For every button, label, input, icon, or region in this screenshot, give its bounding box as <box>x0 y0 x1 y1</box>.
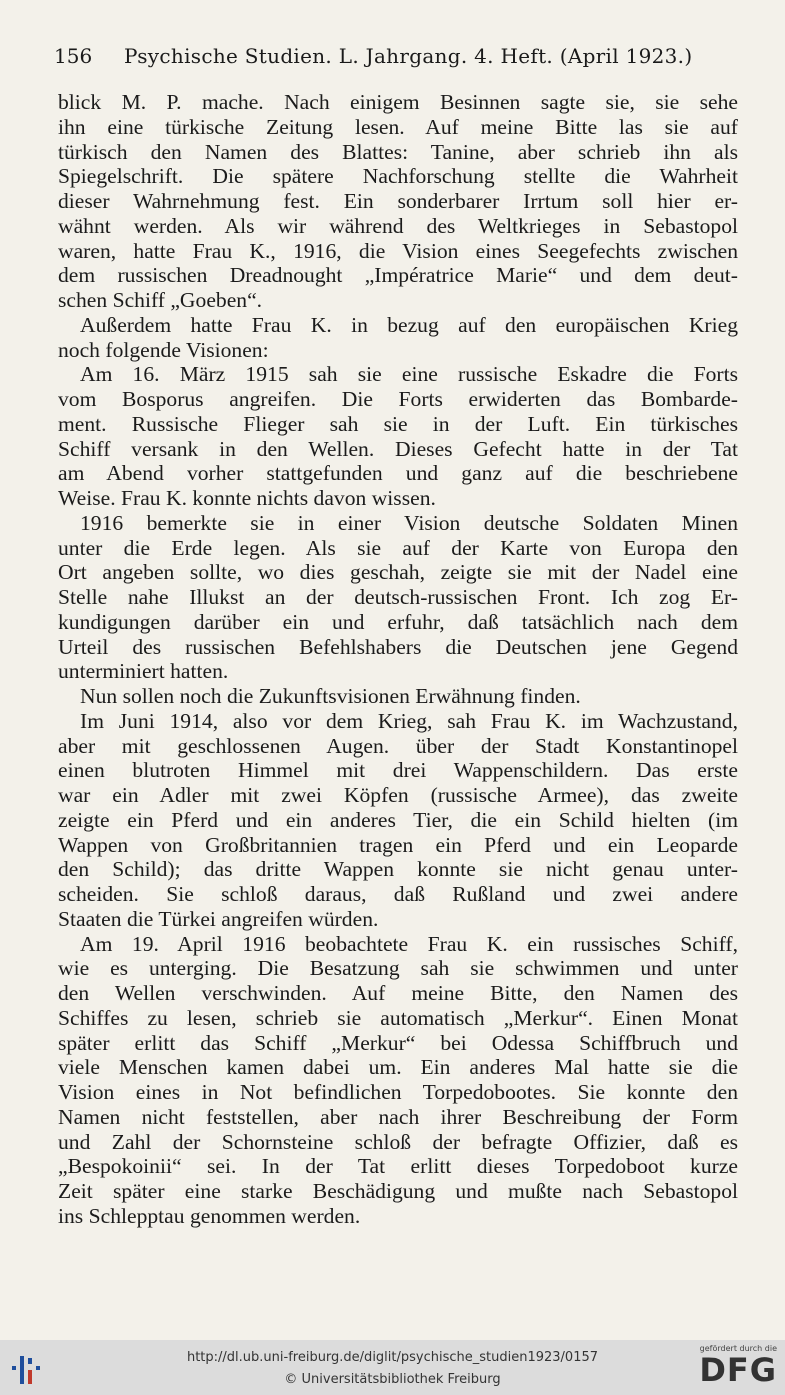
text-line: Weise. Frau K. konnte nichts davon wissen. <box>58 486 436 510</box>
text-line: wie es unterging. Die Besatzung sah sie schwimmen und unter <box>58 956 738 981</box>
text-line: einen blutroten Himmel mit drei Wappenschildern. Das erste <box>58 758 738 783</box>
text-line: 1916 bemerkte sie in einer Vision deutsche Soldaten Minen <box>80 510 738 535</box>
text-line: ins Schlepptau genommen werden. <box>58 1203 361 1228</box>
text-line: Zeit später eine starke Beschädigung und mußte nach Sebastopol <box>58 1179 738 1203</box>
text-line: blick M. P. mache. Nach einigem Besinnen sagte sie, sie sehe <box>58 90 738 114</box>
text-line: scheiden. Sie schloß daraus, daß Rußland und zwei andere <box>58 882 738 906</box>
text-line: Wappen von Großbritannien tragen ein Pferd und ein Leoparde <box>58 832 738 857</box>
text-line: Außerdem hatte Frau K. in bezug auf den europäischen Krieg <box>80 312 738 337</box>
text-line: dem russischen Dreadnought „Impératrice Marie“ und dem deut- <box>58 263 738 288</box>
text-line: den Wellen verschwinden. Auf meine Bitte, den Namen des <box>58 981 738 1005</box>
text-line: waren, hatte Frau K., 1916, die Vision eines Seegefechts zwischen <box>58 238 738 263</box>
text-line: Ort angeben sollte, wo dies geschah, zeigte sie mit der Nadel eine <box>58 560 738 585</box>
text-line: und Zahl der Schornsteine schloß der befragte Offizier, daß es <box>58 1129 738 1154</box>
dfg-tagline: gefördert durch die <box>699 1344 777 1353</box>
text-line: viele Menschen kamen dabei um. Ein anderes Mal hatte sie die <box>58 1055 738 1080</box>
header-title: Psychische Studien. L. Jahrgang. 4. Heft. (April 1923.) <box>124 44 693 68</box>
text-line: schen Schiff „Goeben“. <box>58 288 263 312</box>
viewer-footer <box>0 1340 785 1395</box>
text-line: unter die Erde legen. Als sie auf der Karte von Europa den <box>58 535 738 560</box>
text-line: war ein Adler mit zwei Köpfen (russische Armee), das zweite <box>58 783 738 807</box>
text-line: aber mit geschlossenen Augen. über der Stadt Konstantinopel <box>58 733 738 758</box>
text-line: Im Juni 1914, also vor dem Krieg, sah Frau K. im Wachzustand, <box>80 708 738 733</box>
text-line: Am 16. März 1915 sah sie eine russische Eskadre die Forts <box>80 362 738 387</box>
text-line: vom Bosporus angreifen. Die Forts erwiderten das Bombarde- <box>58 387 738 411</box>
text-line: Namen nicht feststellen, aber nach ihrer Beschreibung der Form <box>58 1104 738 1129</box>
text-line: später erlitt das Schiff „Merkur“ bei Odessa Schiffbruch und <box>58 1030 738 1055</box>
text-line: Stelle nahe Illukst an der deutsch-russischen Front. Ich zog Er- <box>58 585 738 609</box>
page-number: 156 <box>54 44 93 68</box>
text-line: Nun sollen noch die Zukunftsvisionen Erwähnung finden. <box>80 684 581 708</box>
text-line: ment. Russische Flieger sah sie in der Luft. Ein türkisches <box>58 411 738 436</box>
copyright-notice: © Universitätsbibliothek Freiburg <box>284 1372 501 1387</box>
text-line: Staaten die Türkei angreifen würden. <box>58 906 379 931</box>
dfg-mark: DFG <box>699 1351 777 1389</box>
permalink-url[interactable]: http://dl.ub.uni-freiburg.de/diglit/psychische_studien1923/0157 <box>186 1350 599 1365</box>
text-line: Spiegelschrift. Die spätere Nachforschung stellte die Wahrheit <box>58 164 738 189</box>
text-line: Vision eines in Not befindlichen Torpedobootes. Sie konnte den <box>58 1080 738 1104</box>
text-line: unterminiert hatten. <box>58 659 229 684</box>
text-line: wähnt werden. Als wir während des Weltkrieges in Sebastopol <box>58 213 738 238</box>
body-text <box>58 90 738 1229</box>
text-line: „Bespokoinii“ sei. In der Tat erlitt dieses Torpedoboot kurze <box>58 1154 738 1179</box>
text-line: türkisch den Namen des Blattes: Tanine, aber schrieb ihn als <box>58 139 738 164</box>
running-header <box>54 44 744 84</box>
text-line: Urteil des russischen Befehlshabers die Deutschen jene Gegend <box>58 634 738 659</box>
text-line: Schiffes zu lesen, schrieb sie automatisch „Merkur“. Einen Monat <box>58 1005 738 1030</box>
text-line: noch folgende Visionen: <box>58 337 269 362</box>
text-line: den Schild); das dritte Wappen konnte sie nicht genau unter- <box>58 857 738 882</box>
text-line: Schiff versank in den Wellen. Dieses Gefecht hatte in der Tat <box>58 436 738 461</box>
dfg-logo-icon[interactable] <box>695 1344 777 1392</box>
text-line: kundigungen darüber ein und erfuhr, daß tatsächlich nach dem <box>58 609 738 634</box>
text-line: am Abend vorher stattgefunden und ganz auf die beschriebene <box>58 461 738 486</box>
text-line: ihn eine türkische Zeitung lesen. Auf meine Bitte las sie auf <box>58 114 738 139</box>
text-line: dieser Wahrnehmung fest. Ein sonderbarer Irrtum soll hier er- <box>58 189 738 213</box>
text-line: zeigte ein Pferd und ein anderes Tier, die ein Schild hielten (im <box>58 807 738 832</box>
text-line: Am 19. April 1916 beobachtete Frau K. ein russisches Schiff, <box>80 931 738 956</box>
